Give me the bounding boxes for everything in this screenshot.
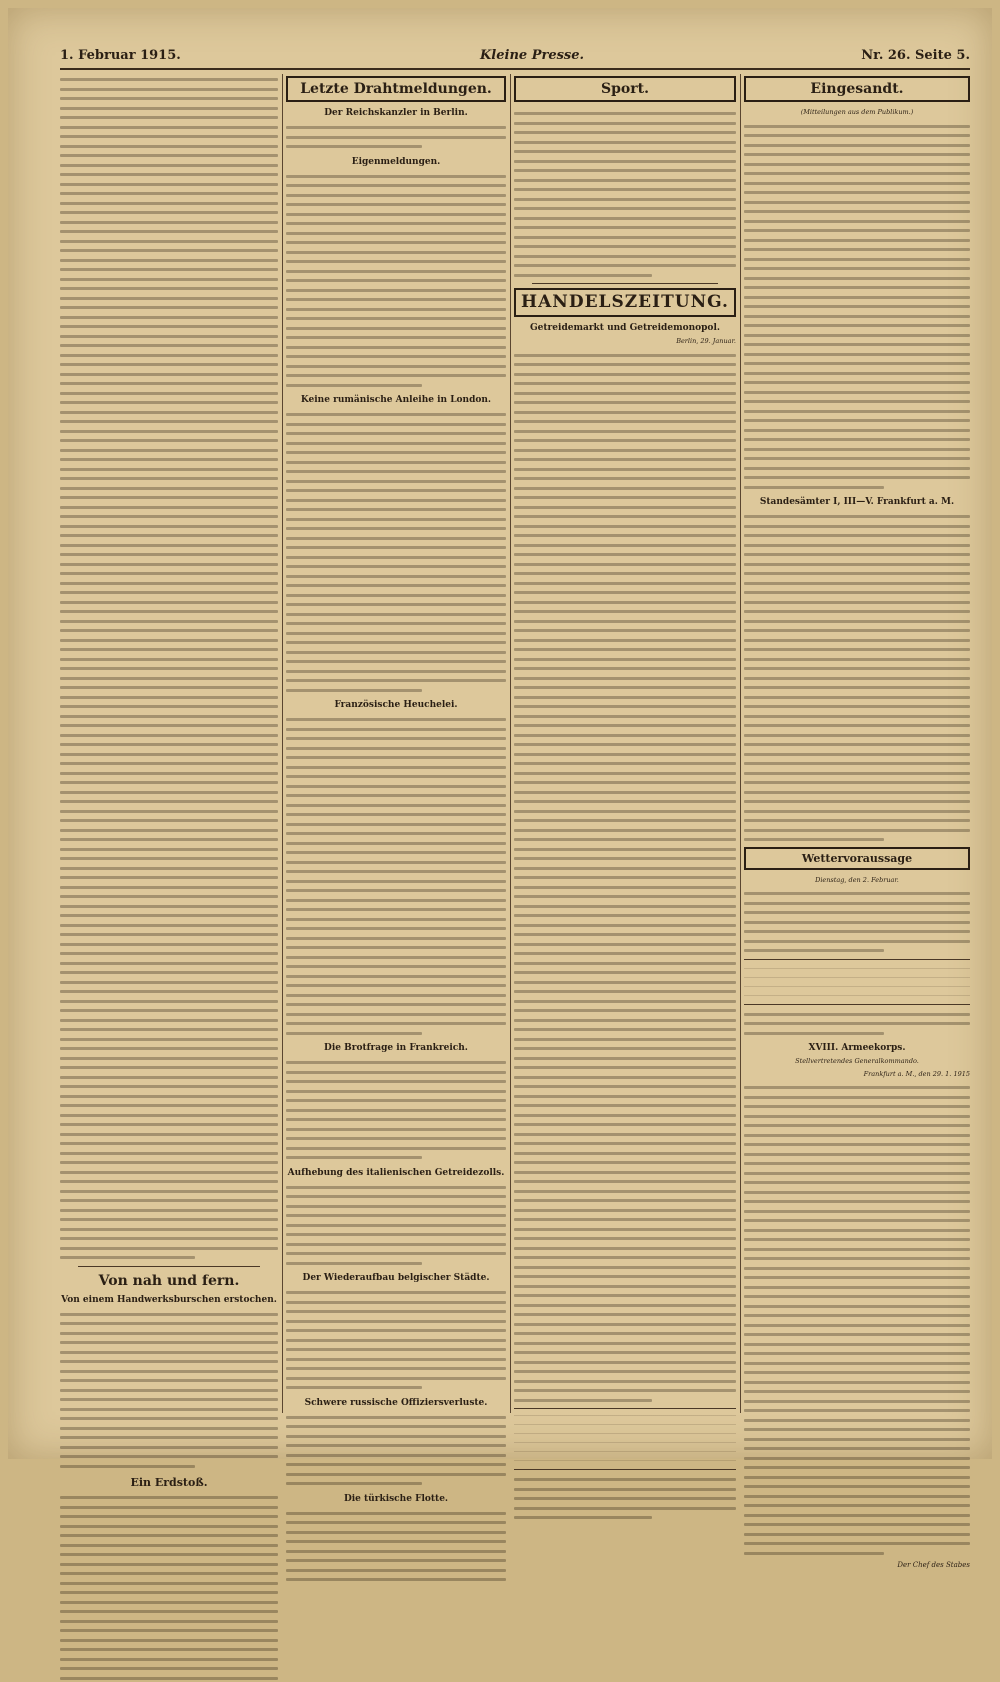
article-text (744, 121, 970, 492)
paper-title: Kleine Presse. (480, 48, 585, 63)
dateline: Frankfurt a. M., den 29. 1. 1915 (863, 1069, 970, 1078)
article-text (286, 171, 506, 390)
section-subheading: Stellvertretendes Generalkommando. (795, 1057, 919, 1065)
column-3 (514, 74, 736, 1413)
article-heading: Schwere russische Offiziersverluste. (304, 1397, 488, 1408)
article-text (286, 122, 506, 151)
article-heading: Französische Heuchelei. (334, 700, 458, 710)
article-text (514, 108, 736, 279)
article-heading: XVIII. Armeekorps. (808, 1043, 906, 1053)
article-text (514, 350, 736, 1405)
market-table (514, 1408, 736, 1470)
article-heading: Keine rumänische Anleihe in London. (300, 395, 492, 405)
column-divider (740, 74, 741, 1413)
section-heading: Eingesandt. (744, 76, 970, 102)
article-text (744, 511, 970, 844)
masthead (60, 48, 970, 70)
section-heading: Wettervoraussage (744, 847, 970, 870)
column-divider (510, 74, 511, 1413)
section-heading: Von nah und fern. (98, 1272, 240, 1289)
divider (78, 1266, 260, 1267)
column-2 (286, 74, 506, 1504)
article-text (286, 1287, 506, 1392)
article-heading: Getreidemarkt und Getreidemonopol. (529, 323, 720, 333)
issue-page: Nr. 26. Seite 5. (861, 48, 970, 63)
article-heading: Die Brotfrage in Frankreich. (324, 1043, 468, 1053)
article-heading: Eigenmeldungen. (351, 156, 441, 167)
article-text (286, 1057, 506, 1162)
dateline: Berlin, 29. Januar. (676, 337, 736, 345)
article-heading: Aufhebung des italienischen Getreidezolls. (287, 1167, 505, 1178)
weather-table (744, 959, 970, 1005)
section-subheading: (Mitteilungen aus dem Publikum.) (800, 108, 914, 116)
article-text (514, 1474, 736, 1522)
signature: Der Chef des Stabes (897, 1561, 970, 1569)
newspaper-page (8, 8, 992, 1569)
column-divider (282, 74, 283, 1413)
article-text (286, 714, 506, 1037)
article-text (286, 1182, 506, 1268)
article-text (744, 1082, 970, 1557)
section-heading: Letzte Drahtmeldungen. (286, 76, 506, 102)
article-heading: Standesämter I, III—V. Frankfurt a. M. (759, 497, 955, 507)
article-text (744, 888, 970, 955)
article-text (744, 1009, 970, 1038)
article-text (286, 409, 506, 694)
issue-date: 1. Februar 1915. (60, 48, 181, 63)
article-heading: Der Wiederaufbau belgischer Städte. (302, 1273, 490, 1283)
article-text (286, 1508, 506, 1584)
section-heading: HANDELSZEITUNG. (514, 288, 736, 317)
article-heading: Der Reichskanzler in Berlin. (324, 108, 468, 118)
section-heading: Sport. (514, 76, 736, 102)
column-4 (744, 74, 970, 1569)
article-text (60, 74, 278, 1262)
masthead-rule (60, 68, 970, 70)
article-text (286, 1412, 506, 1488)
section-subheading: Dienstag, den 2. Februar. (815, 875, 899, 884)
article-heading: Die türkische Flotte. (343, 1493, 449, 1504)
article-text (60, 1309, 278, 1471)
divider (532, 283, 718, 284)
article-heading: Ein Erdstoß. (130, 1476, 208, 1489)
article-text (60, 1492, 278, 1682)
column-1 (60, 74, 278, 1489)
article-heading: Von einem Handwerksburschen erstochen. (61, 1294, 277, 1305)
